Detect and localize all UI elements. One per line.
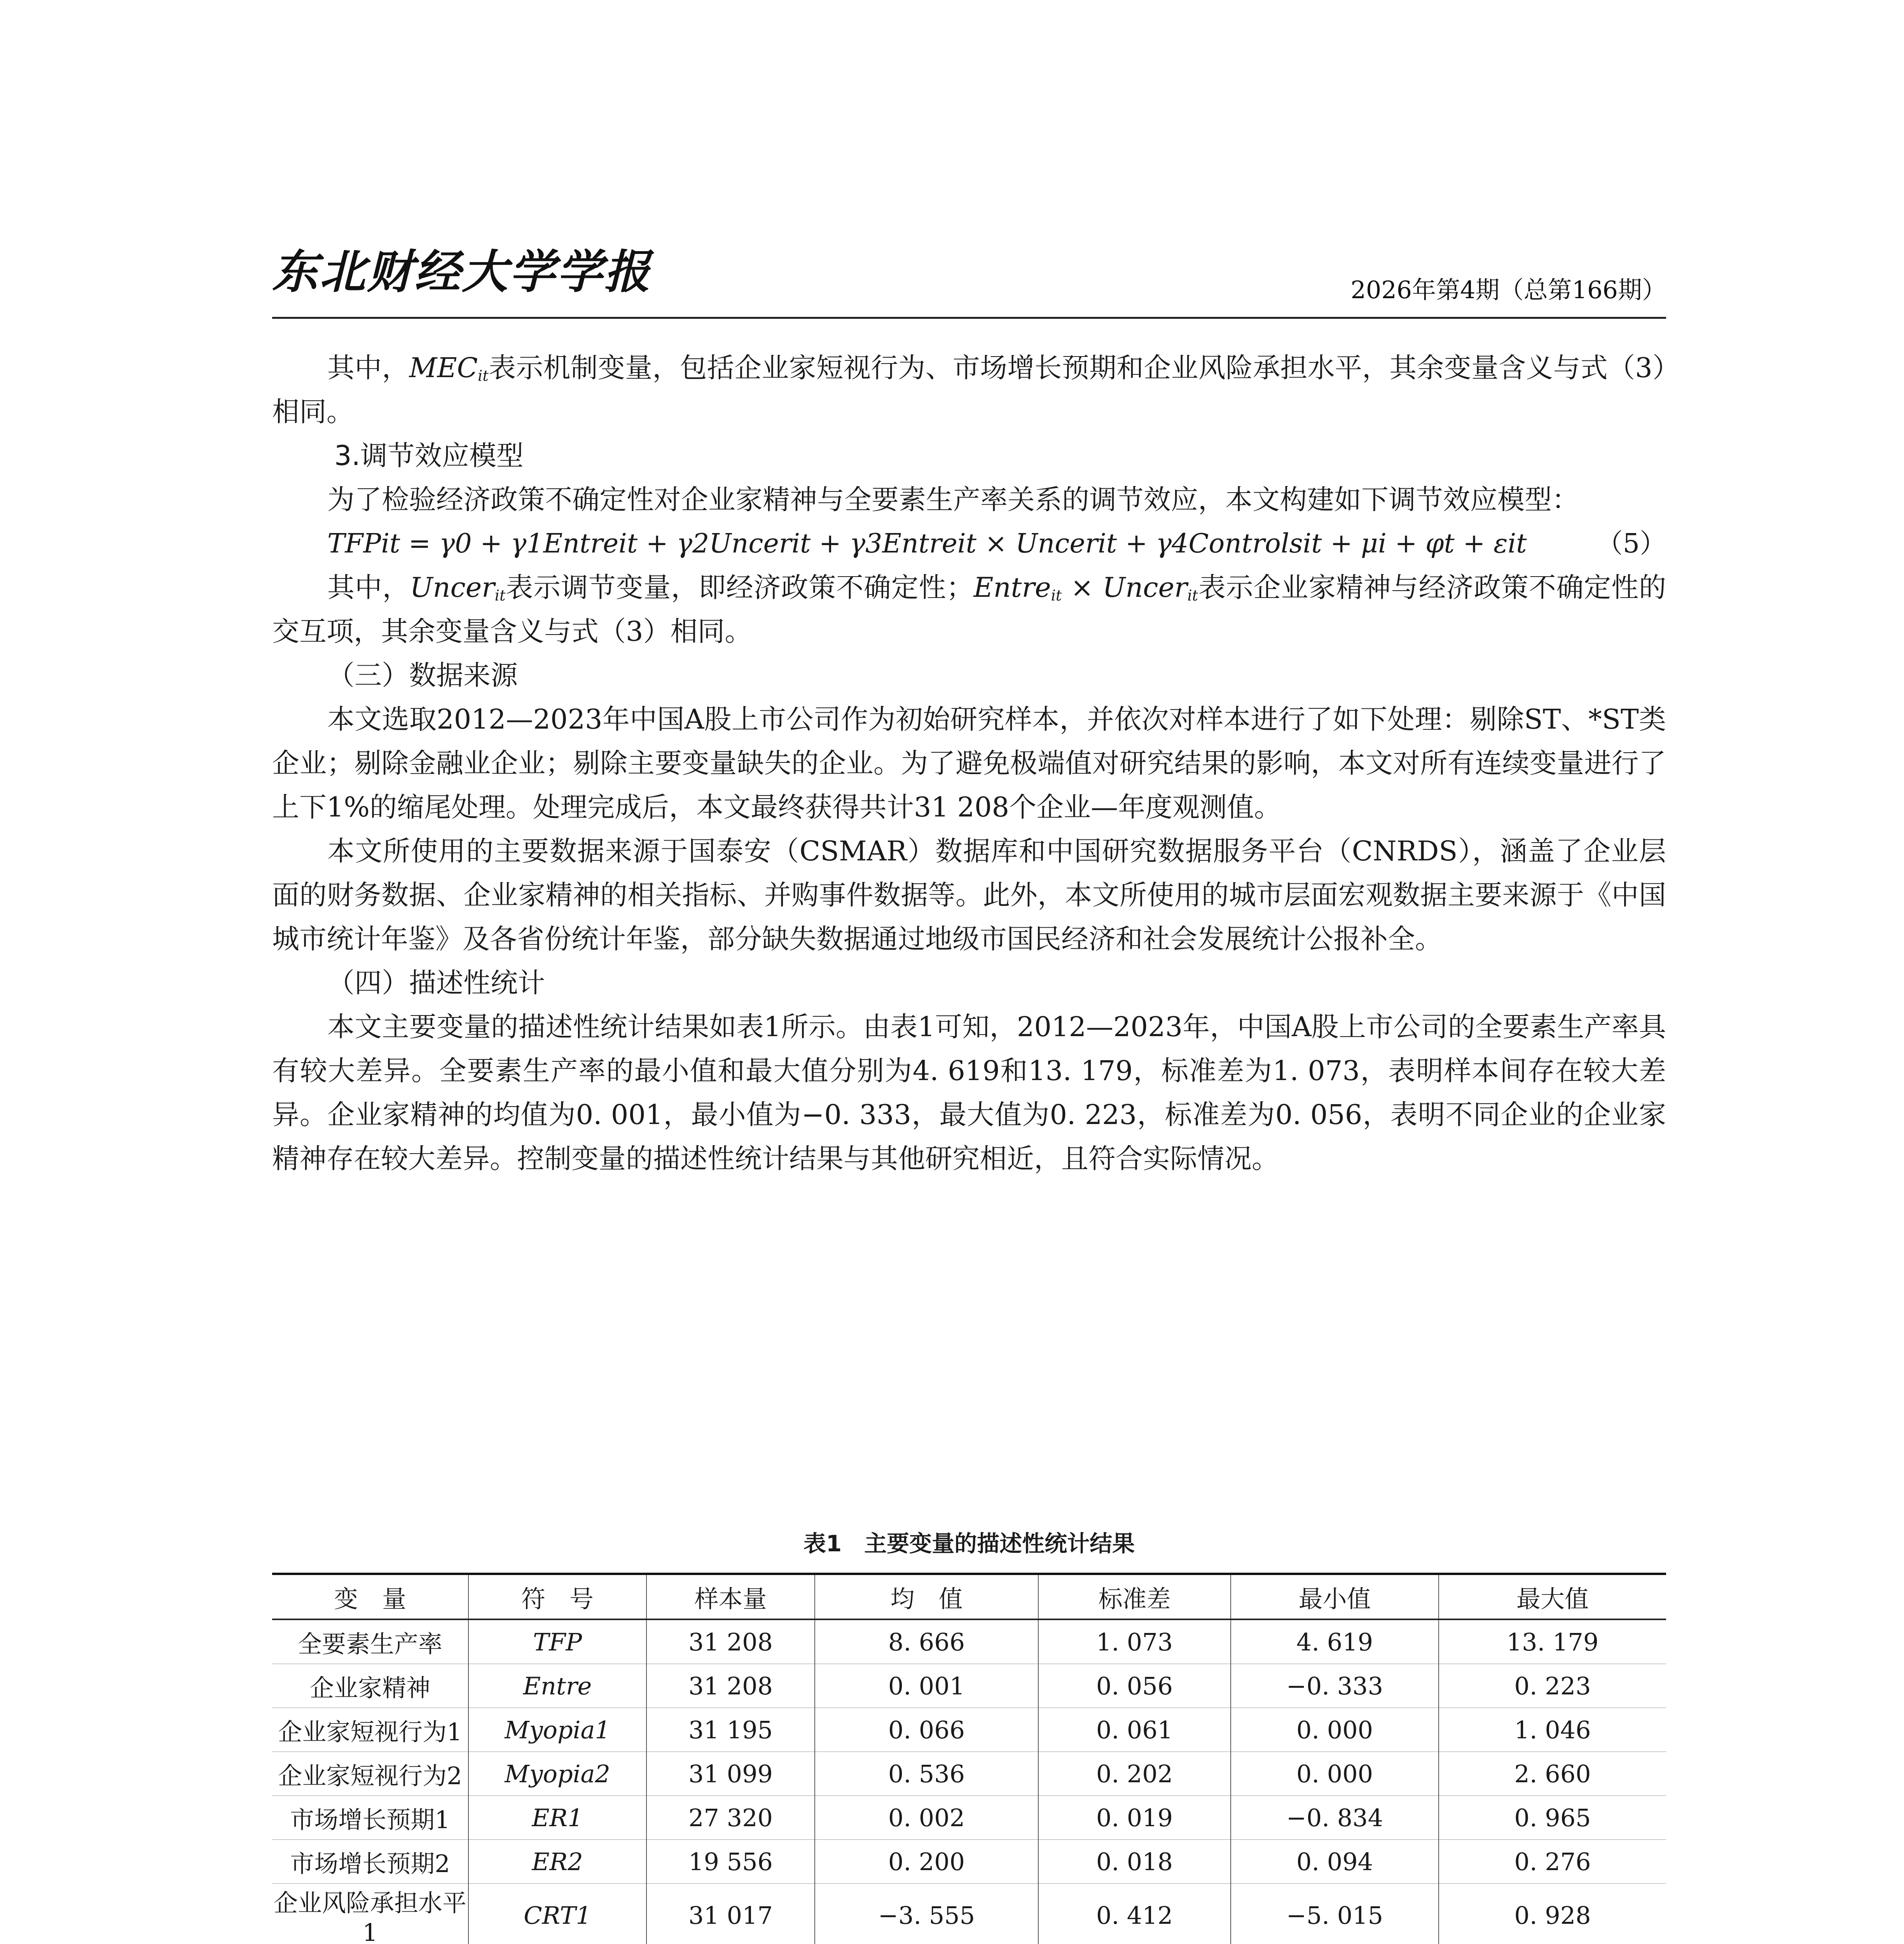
cell-symbol: CRT1 bbox=[468, 1884, 646, 1944]
table-body bbox=[272, 1619, 1666, 1944]
header-mean: 均 值 bbox=[815, 1574, 1038, 1619]
cell-sample-size: 31 195 bbox=[646, 1708, 815, 1752]
section-heading-descriptive-stats: （四）描述性统计 bbox=[327, 967, 545, 999]
table-row bbox=[272, 1796, 1666, 1840]
cell-variable: 企业家短视行为2 bbox=[272, 1752, 468, 1796]
cell-mean: 8. 666 bbox=[815, 1619, 1038, 1664]
cell-symbol: TFP bbox=[468, 1619, 646, 1664]
equation-5 bbox=[272, 522, 1666, 566]
table-row bbox=[272, 1840, 1666, 1884]
cell-mean: 0. 002 bbox=[815, 1796, 1038, 1840]
header-symbol: 符 号 bbox=[468, 1574, 646, 1619]
header-max: 最大值 bbox=[1439, 1574, 1666, 1619]
cell-variable: 全要素生产率 bbox=[272, 1619, 468, 1664]
cell-variable: 企业家精神 bbox=[272, 1664, 468, 1708]
subsection-heading-moderation-model: 3.调节效应模型 bbox=[334, 440, 524, 472]
cell-min: 4. 619 bbox=[1231, 1619, 1439, 1664]
cell-min: −0. 333 bbox=[1231, 1664, 1439, 1708]
header-sample-size: 样本量 bbox=[646, 1574, 815, 1619]
cell-std: 0. 202 bbox=[1038, 1752, 1231, 1796]
cell-symbol: ER2 bbox=[468, 1840, 646, 1884]
table-caption: 表1 主要变量的描述性统计结果 bbox=[803, 1530, 1135, 1557]
issue-info: 2026年第4期（总第166期） bbox=[1350, 276, 1666, 304]
table-header-row bbox=[272, 1574, 1666, 1619]
cell-mean: 0. 200 bbox=[815, 1840, 1038, 1884]
cell-symbol: Entre bbox=[468, 1664, 646, 1708]
paragraph-moderation-intro: 为了检验经济政策不确定性对企业家精神与全要素生产率关系的调节效应，本文构建如下调节效应模型： bbox=[327, 484, 1579, 516]
cell-std: 0. 056 bbox=[1038, 1664, 1231, 1708]
cell-min: 0. 000 bbox=[1231, 1708, 1439, 1752]
cell-max: 1. 046 bbox=[1439, 1708, 1666, 1752]
body-text bbox=[272, 346, 1666, 1181]
cell-symbol: Myopia1 bbox=[468, 1708, 646, 1752]
descriptive-stats-table bbox=[272, 1573, 1666, 1944]
cell-min: −0. 834 bbox=[1231, 1796, 1439, 1840]
cell-std: 1. 073 bbox=[1038, 1619, 1231, 1664]
cell-variable: 市场增长预期1 bbox=[272, 1796, 468, 1840]
cell-variable: 企业家短视行为1 bbox=[272, 1708, 468, 1752]
paragraph-data-source: 本文所使用的主要数据来源于国泰安（CSMAR）数据库和中国研究数据服务平台（CNRDS），涵盖了企业层面的财务数据、企业家精神的相关指标、并购事件数据等。此外，本文所使用的城市层面宏观数据主要来源于《中国城市统计年鉴》及各省份统计年鉴，部分缺失数据通过地级市国民经济和社会发展统计公报补全。 bbox=[272, 835, 1666, 955]
header-rule bbox=[272, 317, 1666, 319]
table-row bbox=[272, 1664, 1666, 1708]
cell-max: 0. 276 bbox=[1439, 1840, 1666, 1884]
cell-max: 0. 223 bbox=[1439, 1664, 1666, 1708]
cell-symbol: ER1 bbox=[468, 1796, 646, 1840]
cell-symbol: Myopia2 bbox=[468, 1752, 646, 1796]
cell-max: 2. 660 bbox=[1439, 1752, 1666, 1796]
cell-std: 0. 061 bbox=[1038, 1708, 1231, 1752]
table-row bbox=[272, 1752, 1666, 1796]
cell-mean: −3. 555 bbox=[815, 1884, 1038, 1944]
cell-sample-size: 31 099 bbox=[646, 1752, 815, 1796]
cell-std: 0. 018 bbox=[1038, 1840, 1231, 1884]
cell-min: −5. 015 bbox=[1231, 1884, 1439, 1944]
cell-sample-size: 27 320 bbox=[646, 1796, 815, 1840]
paragraph-moderator-definition: 其中，Uncer$_{it}$表示调节变量，即经济政策不确定性；Entre$_{it}$ × Uncer$_{it}$表示企业家精神与经济政策不确定性的交互项，其余变量含义与式（3）相同。 bbox=[272, 572, 1666, 647]
table-row bbox=[272, 1708, 1666, 1752]
cell-mean: 0. 536 bbox=[815, 1752, 1038, 1796]
header-variable: 变 量 bbox=[272, 1574, 468, 1619]
equation-number: （5） bbox=[1596, 528, 1666, 559]
header-std: 标准差 bbox=[1038, 1574, 1231, 1619]
cell-std: 0. 412 bbox=[1038, 1884, 1231, 1944]
cell-max: 0. 965 bbox=[1439, 1796, 1666, 1840]
paragraph-sample: 本文选取2012—2023年中国A股上市公司作为初始研究样本，并依次对样本进行了如下处理：剔除ST、*ST类企业；剔除金融业企业；剔除主要变量缺失的企业。为了避免极端值对研究结果的影响，本文对所有连续变量进行了上下1%的缩尾处理。处理完成后，本文最终获得共计31 208个企业—年度观测值。 bbox=[272, 703, 1666, 823]
cell-sample-size: 31 208 bbox=[646, 1619, 815, 1664]
cell-sample-size: 19 556 bbox=[646, 1840, 815, 1884]
cell-sample-size: 31 017 bbox=[646, 1884, 815, 1944]
equation-text: TFPit = γ0 + γ1Entreit + γ2Uncerit + γ3Entreit × Uncerit + γ4Controlsit + μi + φt + εit bbox=[327, 528, 1527, 559]
cell-max: 0. 928 bbox=[1439, 1884, 1666, 1944]
cell-variable: 市场增长预期2 bbox=[272, 1840, 468, 1884]
table-row bbox=[272, 1884, 1666, 1944]
cell-variable: 企业风险承担水平1 bbox=[272, 1884, 468, 1944]
table-row bbox=[272, 1619, 1666, 1664]
cell-std: 0. 019 bbox=[1038, 1796, 1231, 1840]
header-min: 最小值 bbox=[1231, 1574, 1439, 1619]
section-heading-data-source: （三）数据来源 bbox=[327, 659, 518, 691]
paragraph-descriptive-stats: 本文主要变量的描述性统计结果如表1所示。由表1可知，2012—2023年，中国A股上市公司的全要素生产率具有较大差异。全要素生产率的最小值和最大值分别为4. 619和13. 179，标准差为1. 073，表明样本间存在较大差异。企业家精神的均值为0. 001，最小值为−0. 333，最大值为0. 223，标准差为0. 056，表明不同企业的企业家精神存在较大差异。控制变量的描述性统计结果与其他研究相近，且符合实际情况。 bbox=[272, 1011, 1666, 1175]
cell-mean: 0. 066 bbox=[815, 1708, 1038, 1752]
journal-logo: 东北财经大学学报 bbox=[272, 245, 652, 299]
cell-sample-size: 31 208 bbox=[646, 1664, 815, 1708]
cell-min: 0. 000 bbox=[1231, 1752, 1439, 1796]
cell-max: 13. 179 bbox=[1439, 1619, 1666, 1664]
cell-min: 0. 094 bbox=[1231, 1840, 1439, 1884]
paragraph-mechanism-variable: 其中，$MEC_{it}$表示机制变量，包括企业家短视行为、市场增长预期和企业风险承担水平，其余变量含义与式（3）相同。 bbox=[272, 352, 1666, 428]
cell-mean: 0. 001 bbox=[815, 1664, 1038, 1708]
